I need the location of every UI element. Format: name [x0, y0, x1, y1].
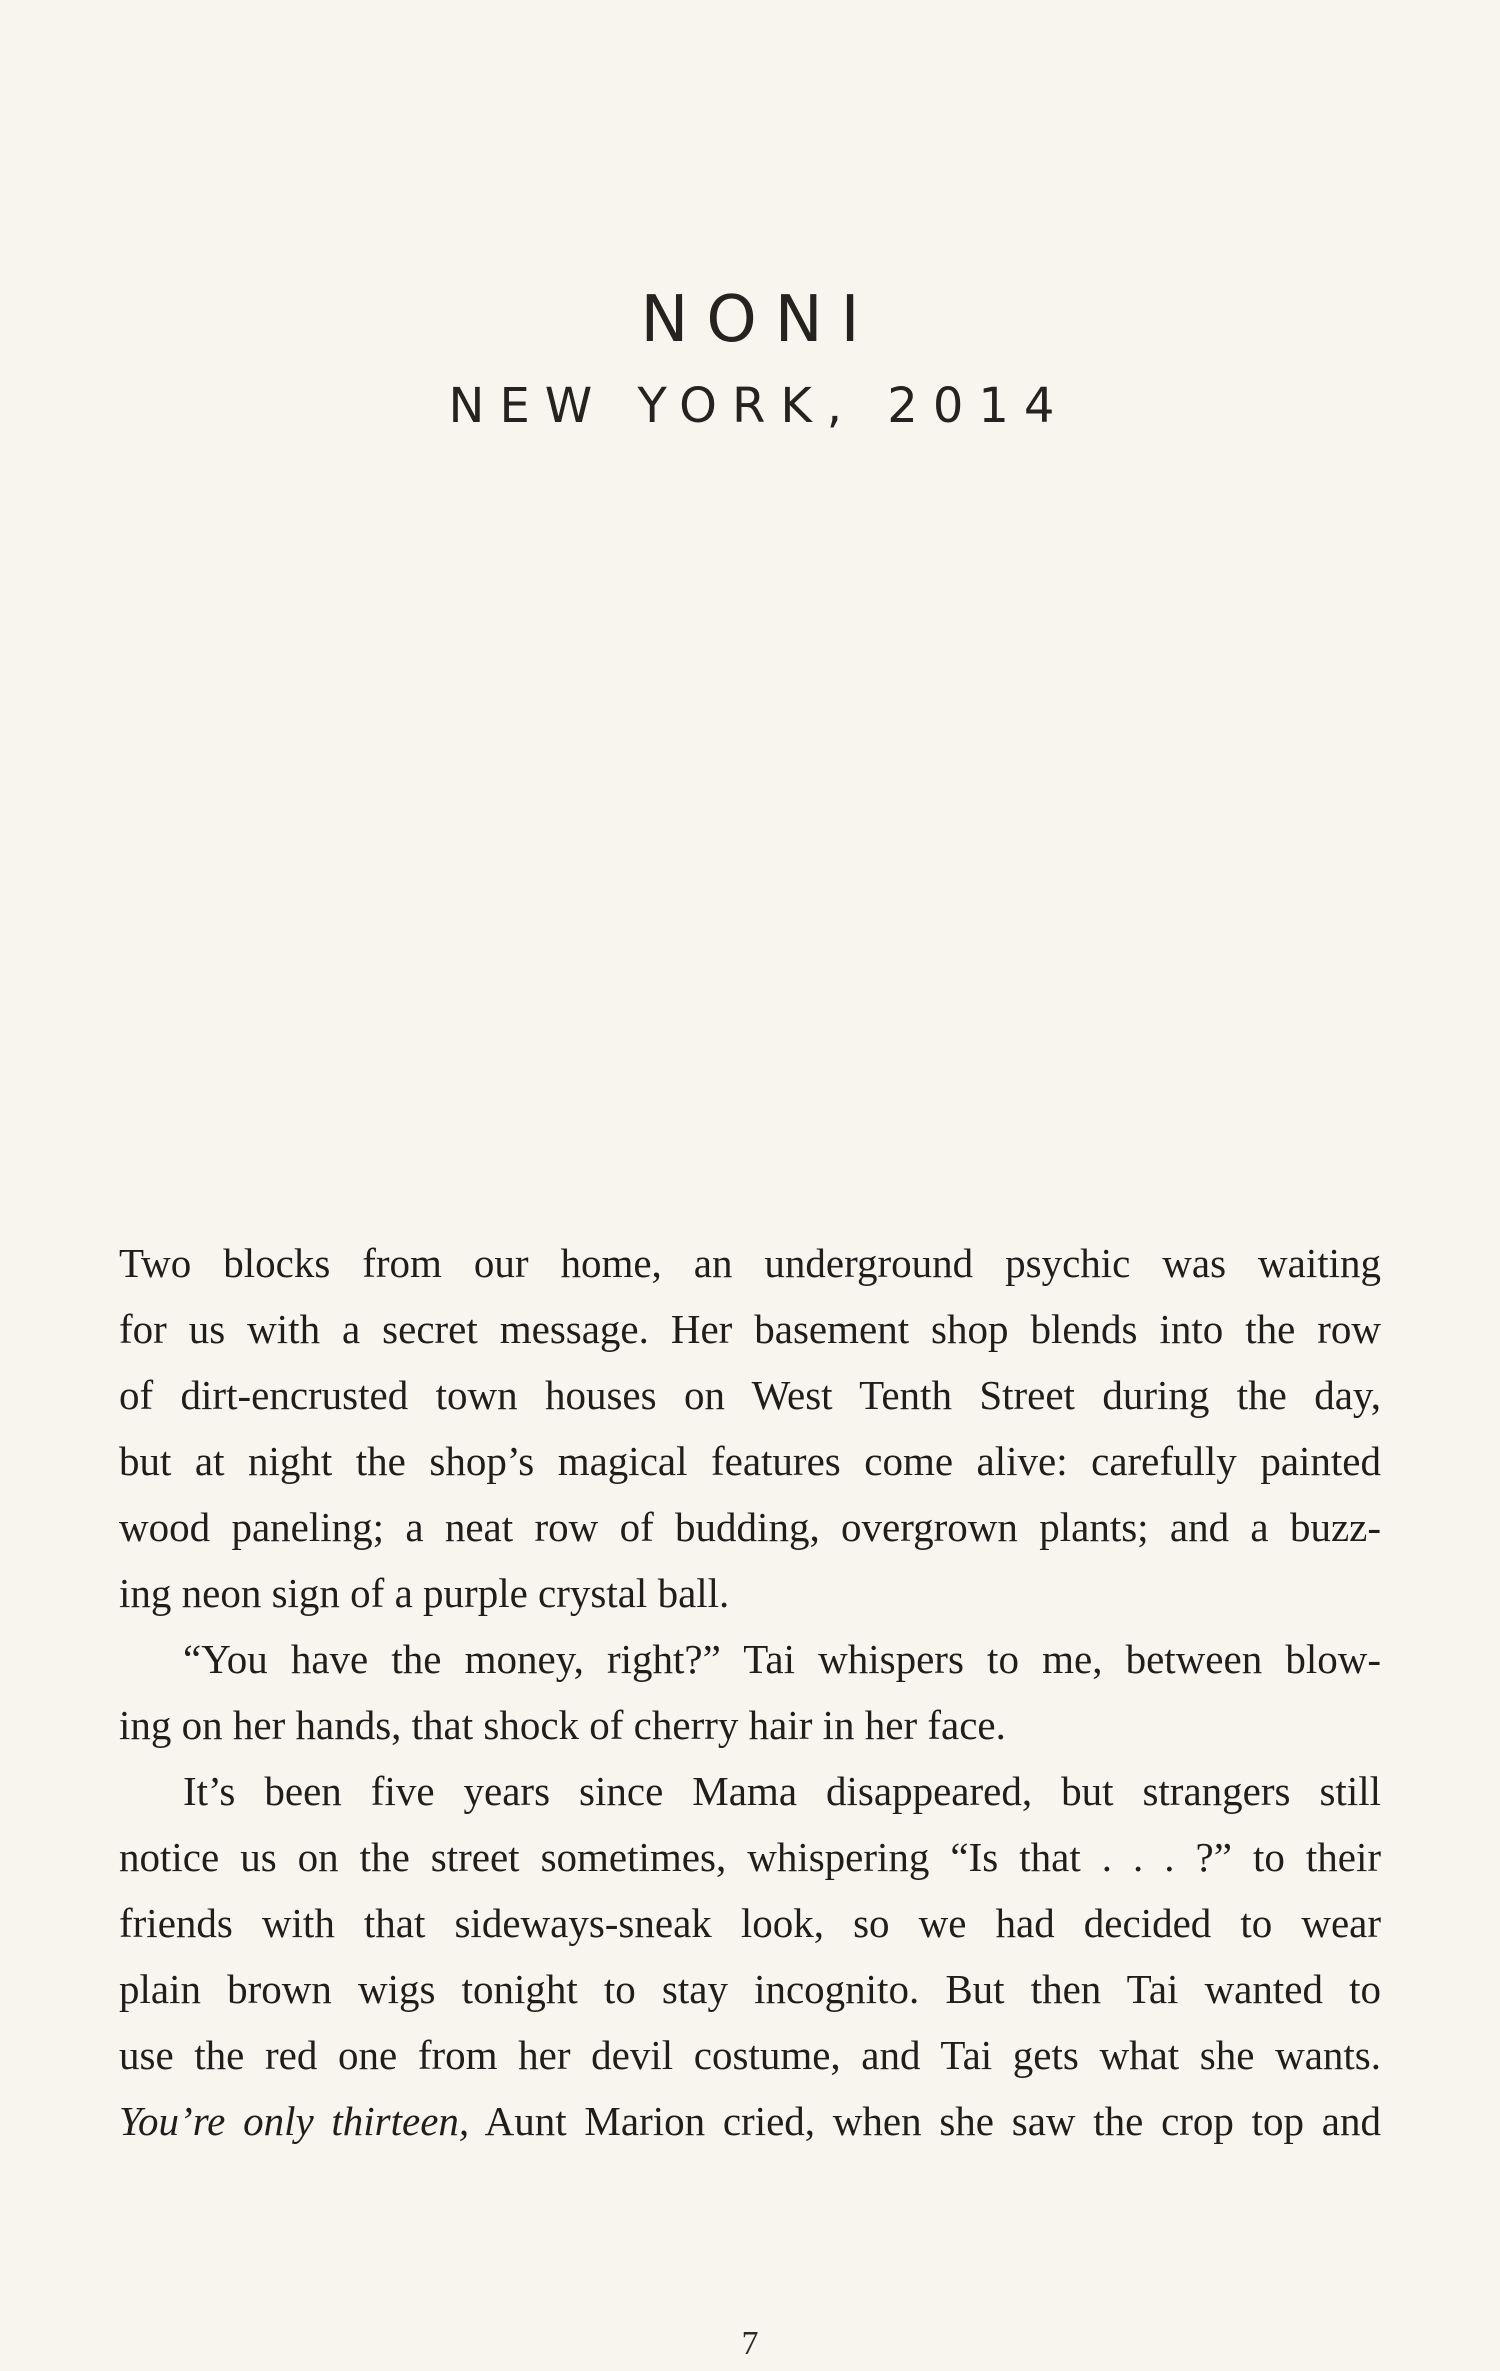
text-line: wood paneling; a neat row of budding, overgrown plants; and a buzz-	[119, 1504, 1381, 1550]
text-line: friends with that sideways-sneak look, so we had decided to wear	[119, 1900, 1381, 1946]
text-line: It’s been five years since Mama disappeared, but strangers still	[183, 1768, 1381, 1814]
text-line: plain brown wigs tonight to stay incognito. But then Tai wanted to	[119, 1966, 1381, 2012]
text-line: for us with a secret message. Her basement shop blends into the row	[119, 1306, 1381, 1352]
text-line: ing on her hands, that shock of cherry hair in her face.	[119, 1702, 1006, 1748]
text-line	[119, 2088, 1381, 2154]
text-line: Two blocks from our home, an underground psychic was waiting	[119, 1240, 1381, 1286]
chapter-title: NONI	[640, 283, 878, 357]
body-text	[119, 1230, 1381, 2154]
text-line: use the red one from her devil costume, and Tai gets what she wants.	[119, 2032, 1381, 2078]
italic-phrase: You’re only thirteen,	[119, 2098, 470, 2144]
text-line: notice us on the street sometimes, whispering “Is that . . . ?” to their	[119, 1834, 1381, 1880]
text-line: of dirt-encrusted town houses on West Tenth Street during the day,	[119, 1372, 1381, 1418]
page-number: 7	[741, 2325, 759, 2362]
text-line: but at night the shop’s magical features come alive: carefully painted	[119, 1438, 1381, 1484]
text-line: ing neon sign of a purple crystal ball.	[119, 1570, 730, 1616]
chapter-subtitle: NEW YORK, 2014	[448, 378, 1070, 434]
text-fragment: Aunt Marion cried, when she saw the crop top and	[469, 2098, 1381, 2144]
text-line: “You have the money, right?” Tai whispers to me, between blow-	[183, 1636, 1381, 1682]
